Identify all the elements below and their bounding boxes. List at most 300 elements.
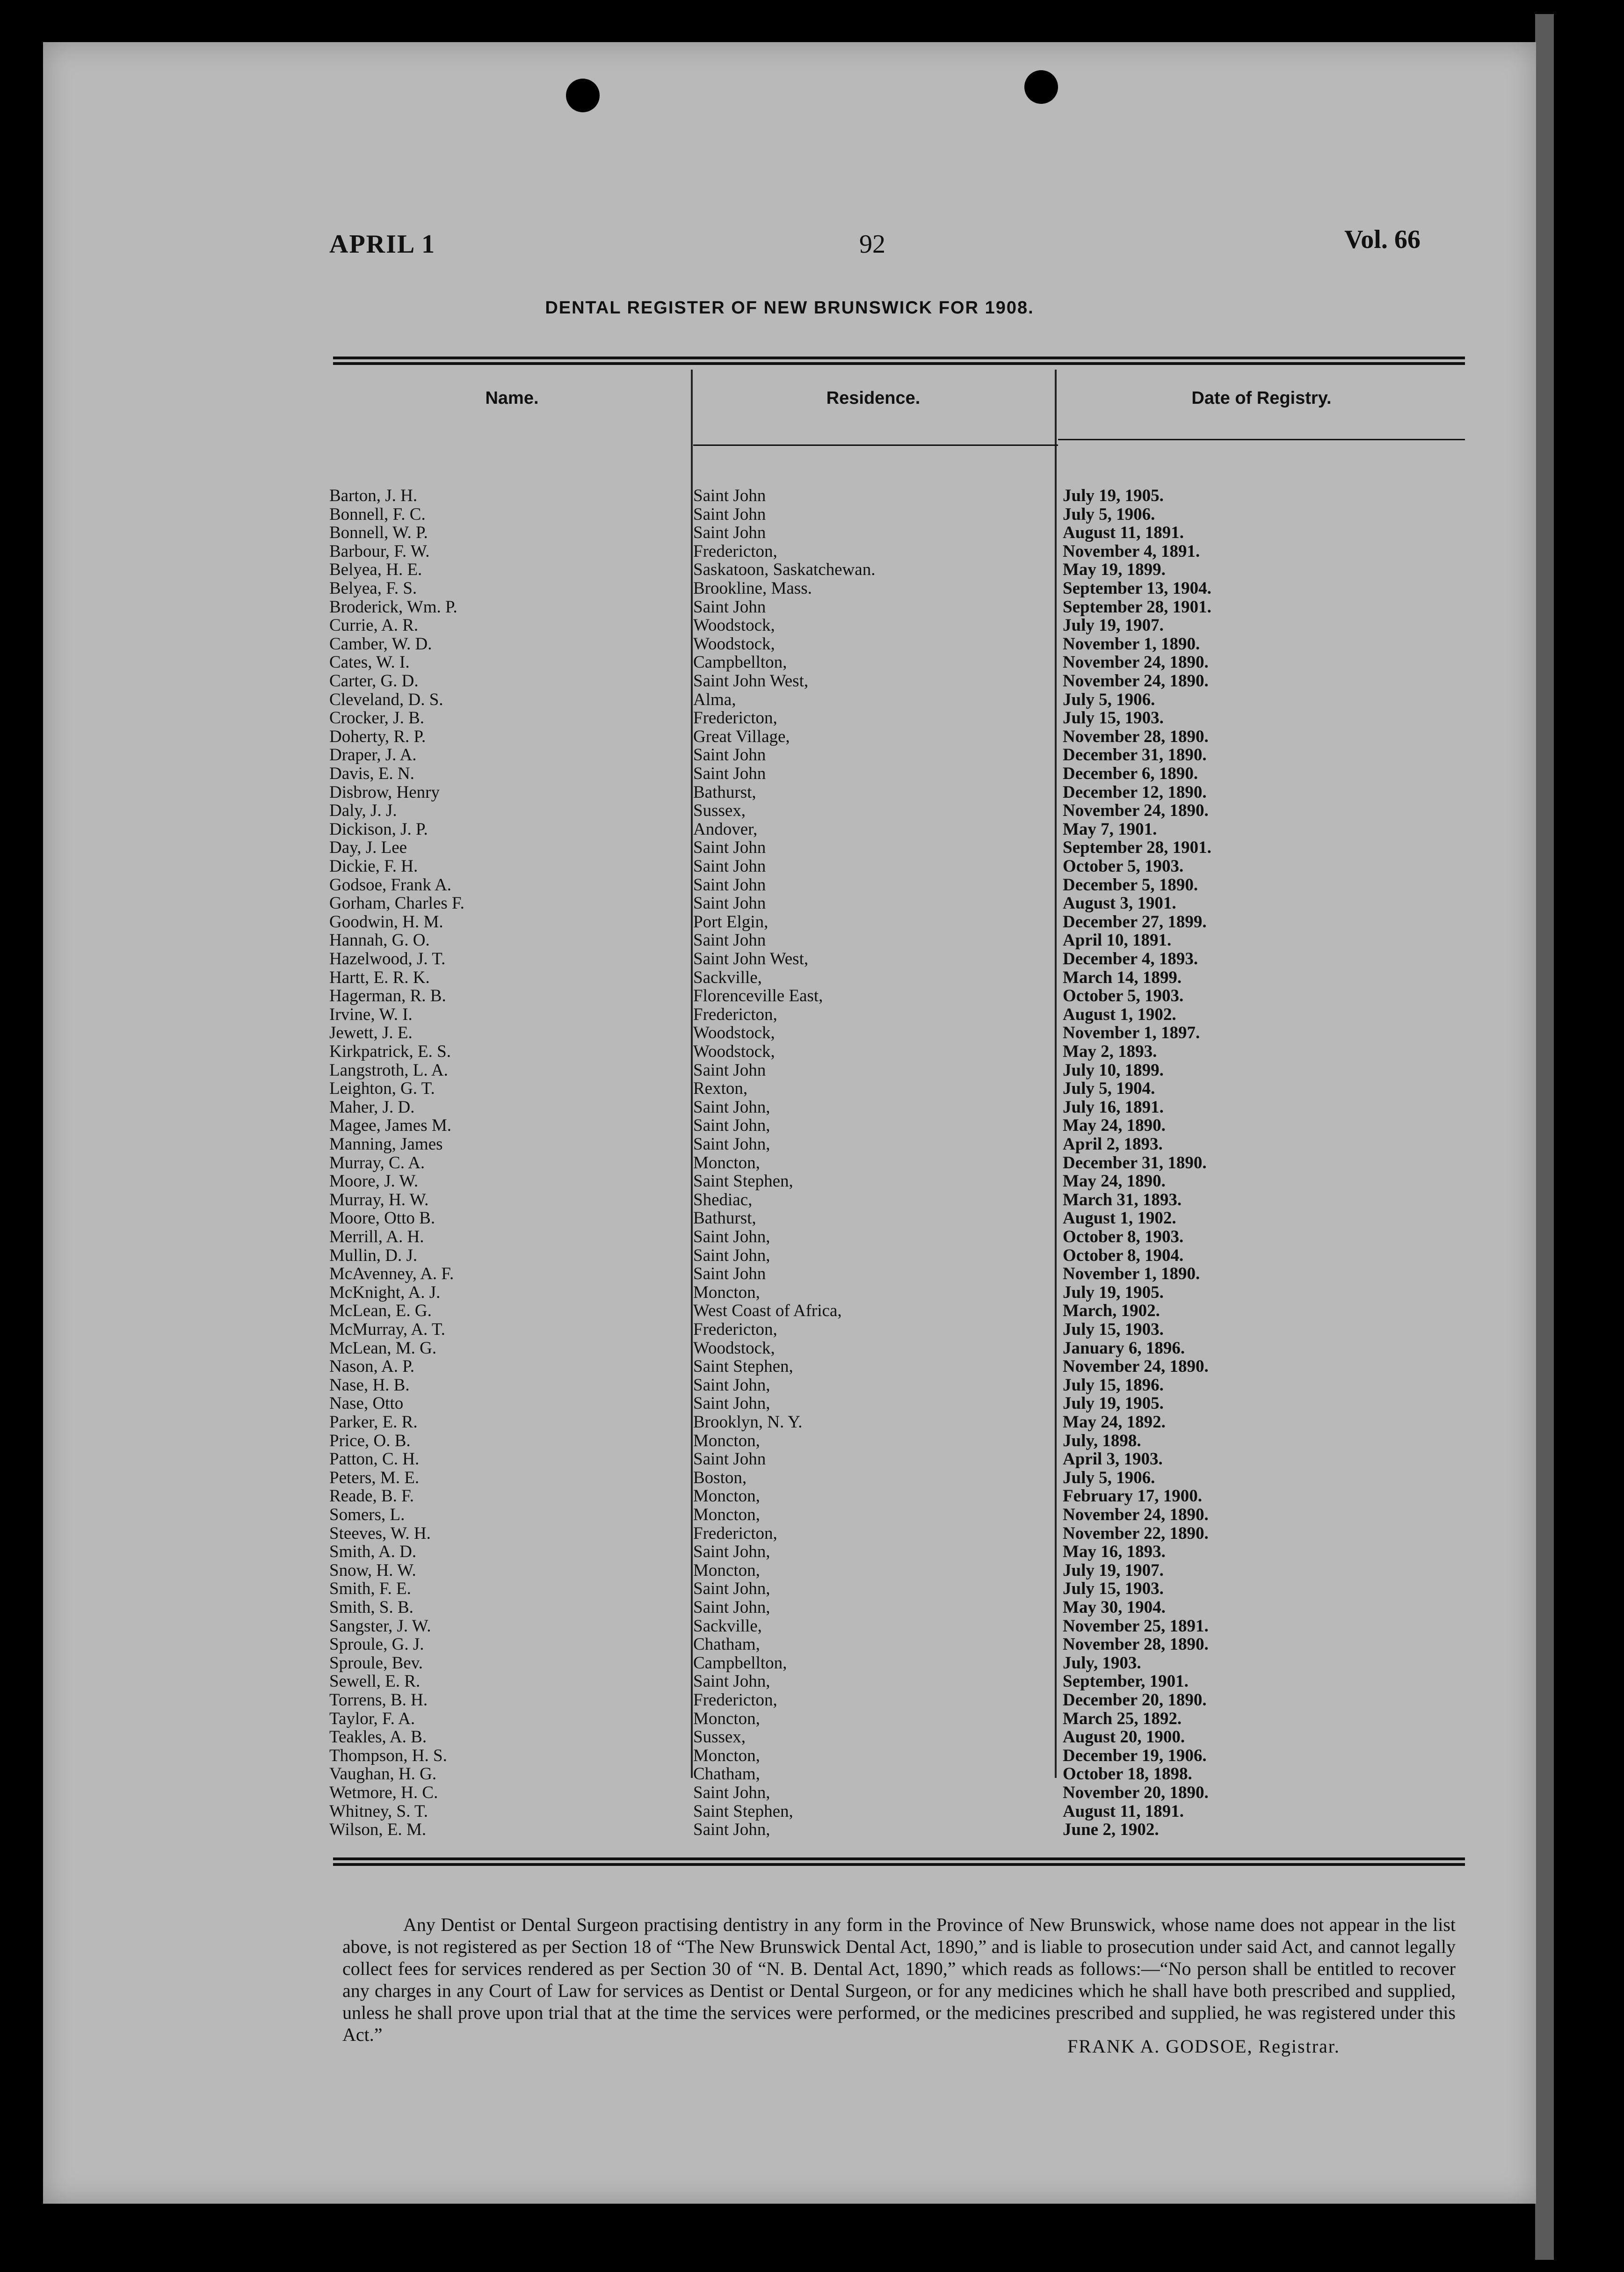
entry-name: Langstroth, L. A. [329, 1060, 448, 1080]
entry-date: December 4, 1893. [1063, 949, 1198, 969]
entry-name: Daly, J. J. [329, 801, 397, 821]
entry-name: Camber, W. D. [329, 634, 432, 654]
entry-residence: Bathurst, [693, 1209, 756, 1228]
entry-name: Smith, A. D. [329, 1542, 417, 1562]
entry-date: October 5, 1903. [1063, 857, 1184, 876]
entry-date: March 14, 1899. [1063, 968, 1182, 987]
entry-name: Belyea, F. S. [329, 579, 417, 598]
entry-residence: Saint John, [693, 1245, 770, 1265]
entry-date: December 6, 1890. [1063, 764, 1198, 783]
entry-name: McLean, M. G. [329, 1338, 437, 1358]
table-row [43, 1543, 1536, 1561]
entry-residence: Saint John, [693, 1375, 770, 1395]
table-row [43, 969, 1536, 987]
table-row [43, 783, 1536, 801]
entry-residence: Saint John, [693, 1542, 770, 1562]
entry-residence: Saint John [693, 597, 766, 617]
entry-name: Disbrow, Henry [329, 782, 440, 802]
table-row [43, 1561, 1536, 1580]
entry-name: McAvenney, A. F. [329, 1264, 454, 1284]
entry-date: May 30, 1904. [1063, 1598, 1166, 1617]
entry-residence: Saint Stephen, [693, 1801, 793, 1821]
entry-date: May 24, 1890. [1063, 1172, 1166, 1191]
entry-name: Reade, B. F. [329, 1486, 414, 1506]
entry-name: Merrill, A. H. [329, 1227, 424, 1246]
top-rule-2 [333, 362, 1465, 365]
entry-residence: Fredericton, [693, 1005, 777, 1024]
entry-name: Murray, C. A. [329, 1153, 425, 1172]
entry-name: Moore, Otto B. [329, 1209, 435, 1228]
entry-name: Hagerman, R. B. [329, 986, 446, 1006]
entry-name: McKnight, A. J. [329, 1282, 441, 1302]
table-row [43, 1154, 1536, 1172]
table-row [43, 691, 1536, 709]
table-row [43, 1635, 1536, 1653]
entry-name: Kirkpatrick, E. S. [329, 1042, 451, 1061]
entry-date: August 11, 1891. [1063, 1801, 1184, 1821]
entry-name: Patton, C. H. [329, 1449, 420, 1469]
table-row [43, 801, 1536, 820]
page-edge-shadow [1535, 14, 1554, 2260]
column-header-name: Name. [485, 388, 539, 408]
entry-residence: Moncton, [693, 1486, 760, 1506]
entry-residence: Saint John, [693, 1227, 770, 1246]
entry-residence: Woodstock, [693, 1338, 775, 1358]
entry-residence: Saint John, [693, 1135, 770, 1154]
entry-date: July 15, 1903. [1063, 708, 1164, 728]
entry-residence: Saskatoon, Saskatchewan. [693, 560, 876, 580]
entry-date: November 28, 1890. [1063, 1635, 1209, 1654]
entry-residence: Andover, [693, 819, 758, 839]
entry-residence: Saint John [693, 523, 766, 543]
entry-date: April 2, 1893. [1063, 1135, 1163, 1154]
table-row [43, 1617, 1536, 1635]
entry-date: July 15, 1903. [1063, 1320, 1164, 1339]
entry-date: September 28, 1901. [1063, 597, 1211, 617]
entry-date: December 27, 1899. [1063, 912, 1207, 932]
table-row [43, 1283, 1536, 1302]
table-row [43, 1728, 1536, 1746]
entry-name: Sangster, J. W. [329, 1616, 431, 1636]
entry-residence: Moncton, [693, 1505, 760, 1524]
entry-name: Torrens, B. H. [329, 1690, 428, 1710]
entry-name: Maher, J. D. [329, 1097, 415, 1117]
table-row [43, 894, 1536, 912]
entry-residence: Saint John [693, 838, 766, 858]
table-row [43, 1339, 1536, 1357]
entry-date: July 10, 1899. [1063, 1060, 1164, 1080]
entry-date: October 18, 1898. [1063, 1764, 1192, 1784]
entry-name: Mullin, D. J. [329, 1245, 418, 1265]
entry-residence: Alma, [693, 690, 736, 709]
table-row [43, 1469, 1536, 1487]
entry-date: July 5, 1906. [1063, 690, 1155, 709]
entry-residence: Saint John [693, 1060, 766, 1080]
entry-date: April 3, 1903. [1063, 1449, 1163, 1469]
entry-residence: Chatham, [693, 1635, 760, 1654]
entry-date: July, 1903. [1063, 1653, 1141, 1673]
entry-residence: Moncton, [693, 1282, 760, 1302]
table-row [43, 1116, 1536, 1135]
entry-name: Crocker, J. B. [329, 708, 425, 728]
document-title: DENTAL REGISTER OF NEW BRUNSWICK FOR 1908. [545, 298, 1034, 318]
entry-date: June 2, 1902. [1063, 1820, 1159, 1840]
table-row [43, 913, 1536, 931]
entry-residence: Brooklyn, N. Y. [693, 1413, 803, 1432]
entry-residence: Saint John [693, 1264, 766, 1284]
entry-name: Jewett, J. E. [329, 1023, 413, 1043]
table-row [43, 1524, 1536, 1543]
entry-residence: Saint John, [693, 1097, 770, 1117]
table-row [43, 728, 1536, 746]
entry-date: November 24, 1890. [1063, 1357, 1209, 1376]
entry-residence: Moncton, [693, 1560, 760, 1580]
table-row [43, 561, 1536, 579]
entry-date: July 5, 1904. [1063, 1079, 1155, 1099]
entry-residence: Fredericton, [693, 1320, 777, 1339]
entry-residence: Saint John [693, 504, 766, 524]
entry-name: Belyea, H. E. [329, 560, 422, 580]
entry-date: October 8, 1904. [1063, 1245, 1184, 1265]
header-underline-left [693, 444, 1058, 446]
entry-name: Draper, J. A. [329, 745, 417, 765]
page-header [43, 225, 1536, 276]
entry-residence: Moncton, [693, 1431, 760, 1450]
table-row [43, 1487, 1536, 1505]
table-row [43, 1598, 1536, 1617]
entry-residence: Saint John [693, 894, 766, 913]
entry-date: July 15, 1896. [1063, 1375, 1164, 1395]
entry-residence: Saint John [693, 764, 766, 783]
entry-date: May 2, 1893. [1063, 1042, 1157, 1061]
entry-date: March, 1902. [1063, 1301, 1160, 1321]
entry-name: Cates, W. I. [329, 653, 410, 672]
entry-date: July 5, 1906. [1063, 504, 1155, 524]
entry-date: December 31, 1890. [1063, 745, 1207, 765]
table-row [43, 1079, 1536, 1098]
entry-name: Nase, Otto [329, 1394, 404, 1413]
entry-residence: Moncton, [693, 1153, 760, 1172]
entry-name: Sproule, Bev. [329, 1653, 423, 1673]
header-date: APRIL 1 [329, 230, 436, 259]
entry-date: August 1, 1902. [1063, 1209, 1176, 1228]
entry-date: August 20, 1900. [1063, 1727, 1185, 1747]
table-row [43, 1135, 1536, 1153]
entry-name: Sproule, G. J. [329, 1635, 424, 1654]
entry-date: July 19, 1905. [1063, 1394, 1164, 1413]
table-row [43, 1784, 1536, 1802]
table-row [43, 653, 1536, 671]
table-row [43, 1209, 1536, 1227]
entry-name: Wilson, E. M. [329, 1820, 427, 1840]
table-row [43, 598, 1536, 616]
entry-residence: Saint John, [693, 1672, 770, 1691]
entry-date: September 13, 1904. [1063, 579, 1211, 598]
punch-hole-right [1024, 70, 1058, 104]
entry-date: November 24, 1890. [1063, 801, 1209, 821]
entry-name: Wetmore, H. C. [329, 1783, 438, 1802]
entry-residence: Chatham, [693, 1764, 760, 1784]
entry-residence: Sussex, [693, 1727, 746, 1747]
entry-name: Dickie, F. H. [329, 857, 418, 876]
entry-date: May 24, 1890. [1063, 1116, 1166, 1136]
entry-date: November 25, 1891. [1063, 1616, 1209, 1636]
entry-residence: Saint John [693, 745, 766, 765]
entry-name: Godsoe, Frank A. [329, 875, 452, 895]
entry-date: November 4, 1891. [1063, 541, 1200, 561]
table-row [43, 1506, 1536, 1524]
entry-date: May 24, 1892. [1063, 1413, 1166, 1432]
entry-date: August 11, 1891. [1063, 523, 1184, 543]
entry-residence: Florenceville East, [693, 986, 823, 1006]
entry-date: November 20, 1890. [1063, 1783, 1209, 1802]
entry-date: December 12, 1890. [1063, 782, 1207, 802]
entry-name: Magee, James M. [329, 1116, 451, 1136]
entry-name: Day, J. Lee [329, 838, 407, 858]
entry-name: Hannah, G. O. [329, 931, 430, 950]
table-row [43, 1710, 1536, 1728]
entry-date: January 6, 1896. [1063, 1338, 1185, 1358]
table-row [43, 1061, 1536, 1079]
entry-residence: Saint John, [693, 1820, 770, 1840]
entry-name: Smith, S. B. [329, 1598, 413, 1617]
entry-residence: Saint John West, [693, 949, 809, 969]
table-row [43, 1654, 1536, 1672]
table-row [43, 1376, 1536, 1394]
header-page-number: 92 [859, 230, 885, 259]
entry-date: December 20, 1890. [1063, 1690, 1207, 1710]
entry-date: May 16, 1893. [1063, 1542, 1166, 1562]
entry-name: Whitney, S. T. [329, 1801, 428, 1821]
entry-date: July 15, 1903. [1063, 1579, 1164, 1599]
table-row [43, 1042, 1536, 1061]
entry-date: November 28, 1890. [1063, 727, 1209, 746]
entry-residence: Saint John, [693, 1579, 770, 1599]
entry-name: Steeves, W. H. [329, 1523, 431, 1543]
entry-name: Currie, A. R. [329, 616, 419, 635]
table-row [43, 635, 1536, 653]
entry-name: Sewell, E. R. [329, 1672, 420, 1691]
entry-date: May 7, 1901. [1063, 819, 1157, 839]
entry-date: September 28, 1901. [1063, 838, 1211, 858]
table-row [43, 950, 1536, 968]
entry-residence: Campbellton, [693, 653, 787, 672]
entry-date: September, 1901. [1063, 1672, 1189, 1691]
entry-name: Bonnell, F. C. [329, 504, 426, 524]
table-row [43, 876, 1536, 894]
entry-name: McMurray, A. T. [329, 1320, 445, 1339]
entry-residence: Saint Stephen, [693, 1172, 793, 1191]
entry-name: Goodwin, H. M. [329, 912, 443, 932]
entry-name: Davis, E. N. [329, 764, 414, 783]
entry-date: November 24, 1890. [1063, 671, 1209, 691]
entry-date: August 1, 1902. [1063, 1005, 1176, 1024]
entry-residence: Rexton, [693, 1079, 748, 1099]
table-row [43, 524, 1536, 542]
entry-name: Manning, James [329, 1135, 443, 1154]
table-row [43, 709, 1536, 727]
entry-name: Barbour, F. W. [329, 541, 430, 561]
entry-name: Gorham, Charles F. [329, 894, 464, 913]
entry-name: Carter, G. D. [329, 671, 419, 691]
table-row [43, 820, 1536, 838]
entry-name: Murray, H. W. [329, 1190, 429, 1209]
entry-residence: Moncton, [693, 1746, 760, 1765]
table-row [43, 672, 1536, 690]
table-row [43, 1802, 1536, 1821]
table-row [43, 1765, 1536, 1783]
table-row [43, 1191, 1536, 1209]
entry-residence: Saint John [693, 486, 766, 505]
entry-date: October 8, 1903. [1063, 1227, 1184, 1246]
legal-notice: Any Dentist or Dental Surgeon practising dentistry in any form in the Province of New Brunswick, whose name does not appear in the list above, is not registered as per Section 18 of “The New Brunswick Dental Act, 1890,” and is liable to prosecution under said Act, and cannot legally collect fees for services rendered as per Section 30 of “N. B. Dental Act, 1890,” which reads as follows:—“No person shall be entitled to recover any charges in any Court of Law for services as Dentist or Dental Surgeon, or for any medicines which he shall have both prescribed and supplied, unless he shall prove upon trial that at the time the services were performed, or the medicines prescribed and supplied, he was registered under this Act.” [342, 1914, 1456, 2045]
entry-name: Snow, H. W. [329, 1560, 416, 1580]
entry-date: April 10, 1891. [1063, 931, 1172, 950]
table-row [43, 487, 1536, 505]
entry-name: McLean, E. G. [329, 1301, 432, 1321]
entry-name: Leighton, G. T. [329, 1079, 435, 1099]
table-row [43, 838, 1536, 857]
header-volume: Vol. 66 [1344, 225, 1421, 254]
entry-date: July 19, 1905. [1063, 1282, 1164, 1302]
table-row [43, 1265, 1536, 1283]
entry-date: October 5, 1903. [1063, 986, 1184, 1006]
entry-residence: Saint John West, [693, 671, 809, 691]
entry-residence: Fredericton, [693, 541, 777, 561]
entry-residence: Saint John, [693, 1783, 770, 1802]
entry-residence: Fredericton, [693, 708, 777, 728]
entry-residence: Boston, [693, 1468, 747, 1487]
entry-date: November 24, 1890. [1063, 1505, 1209, 1524]
entry-residence: Campbellton, [693, 1653, 787, 1673]
entry-residence: Saint John [693, 1449, 766, 1469]
entry-residence: Saint John [693, 931, 766, 950]
table-row [43, 542, 1536, 561]
entry-name: Smith, F. E. [329, 1579, 411, 1599]
entry-date: November 22, 1890. [1063, 1523, 1209, 1543]
table-row [43, 1580, 1536, 1598]
entry-name: Price, O. B. [329, 1431, 411, 1450]
entry-name: Bonnell, W. P. [329, 523, 428, 543]
entry-name: Broderick, Wm. P. [329, 597, 457, 617]
entry-residence: Fredericton, [693, 1690, 777, 1710]
entry-name: Somers, L. [329, 1505, 405, 1524]
entry-name: Nason, A. P. [329, 1357, 414, 1376]
entry-residence: Woodstock, [693, 1023, 775, 1043]
entry-residence: Woodstock, [693, 634, 775, 654]
entry-residence: Woodstock, [693, 616, 775, 635]
entry-name: Nase, H. B. [329, 1375, 410, 1395]
entry-date: November 1, 1890. [1063, 1264, 1200, 1284]
table-row [43, 1024, 1536, 1042]
entry-name: Parker, E. R. [329, 1413, 418, 1432]
column-header-residence: Residence. [826, 388, 921, 408]
entry-date: February 17, 1900. [1063, 1486, 1203, 1506]
entry-date: August 3, 1901. [1063, 894, 1176, 913]
table-row [43, 1320, 1536, 1339]
table-row [43, 616, 1536, 634]
entry-residence: Saint John [693, 857, 766, 876]
table-row [43, 1747, 1536, 1765]
table-row [43, 1413, 1536, 1431]
entry-residence: West Coast of Africa, [693, 1301, 842, 1321]
table-row [43, 1432, 1536, 1450]
entry-name: Irvine, W. I. [329, 1005, 413, 1024]
table-row [43, 987, 1536, 1005]
entry-name: Teakles, A. B. [329, 1727, 427, 1747]
entry-name: Cleveland, D. S. [329, 690, 443, 709]
entry-date: November 24, 1890. [1063, 653, 1209, 672]
entry-date: July 5, 1906. [1063, 1468, 1155, 1487]
table-row [43, 1302, 1536, 1320]
document-page [43, 42, 1536, 2204]
entry-date: November 1, 1897. [1063, 1023, 1200, 1043]
table-row [43, 1098, 1536, 1116]
entry-name: Vaughan, H. G. [329, 1764, 437, 1784]
entry-residence: Woodstock, [693, 1042, 775, 1061]
table-row [43, 1228, 1536, 1246]
table-row [43, 1691, 1536, 1709]
entry-name: Peters, M. E. [329, 1468, 420, 1487]
entry-residence: Sackville, [693, 968, 762, 987]
entry-name: Taylor, F. A. [329, 1709, 415, 1728]
table-row [43, 1357, 1536, 1376]
entry-residence: Saint John, [693, 1598, 770, 1617]
entry-date: March 25, 1892. [1063, 1709, 1182, 1728]
entry-residence: Bathurst, [693, 782, 756, 802]
entry-name: Thompson, H. S. [329, 1746, 447, 1765]
table-row [43, 857, 1536, 875]
entry-residence: Great Village, [693, 727, 790, 746]
table-row [43, 1246, 1536, 1265]
entry-date: May 19, 1899. [1063, 560, 1166, 580]
header-underline-right [1058, 439, 1465, 440]
entry-date: December 5, 1890. [1063, 875, 1198, 895]
table-row [43, 931, 1536, 949]
table-row [43, 1450, 1536, 1468]
entry-date: December 19, 1906. [1063, 1746, 1207, 1765]
punch-hole-left [566, 79, 600, 112]
entry-date: December 31, 1890. [1063, 1153, 1207, 1172]
entry-residence: Port Elgin, [693, 912, 768, 932]
entry-name: Hazelwood, J. T. [329, 949, 446, 969]
entry-name: Moore, J. W. [329, 1172, 419, 1191]
table-row [43, 1821, 1536, 1839]
entry-date: July, 1898. [1063, 1431, 1141, 1450]
entry-residence: Fredericton, [693, 1523, 777, 1543]
table-row [43, 1394, 1536, 1413]
entry-date: March 31, 1893. [1063, 1190, 1182, 1209]
entry-residence: Saint John, [693, 1116, 770, 1136]
column-header-date: Date of Registry. [1191, 388, 1332, 408]
entry-date: July 19, 1905. [1063, 486, 1164, 505]
top-rule-1 [333, 357, 1465, 359]
entry-residence: Shediac, [693, 1190, 753, 1209]
table-row [43, 765, 1536, 783]
entry-residence: Saint Stephen, [693, 1357, 793, 1376]
table-row [43, 579, 1536, 597]
entry-residence: Brookline, Mass. [693, 579, 812, 598]
entry-residence: Sackville, [693, 1616, 762, 1636]
table-row [43, 1672, 1536, 1690]
entry-residence: Moncton, [693, 1709, 760, 1728]
entry-name: Barton, J. H. [329, 486, 418, 505]
entry-date: July 19, 1907. [1063, 616, 1164, 635]
table-row [43, 1005, 1536, 1024]
entry-residence: Saint John [693, 875, 766, 895]
registrar-signature: FRANK A. GODSOE, Registrar. [1067, 2036, 1340, 2057]
entry-name: Hartt, E. R. K. [329, 968, 430, 987]
